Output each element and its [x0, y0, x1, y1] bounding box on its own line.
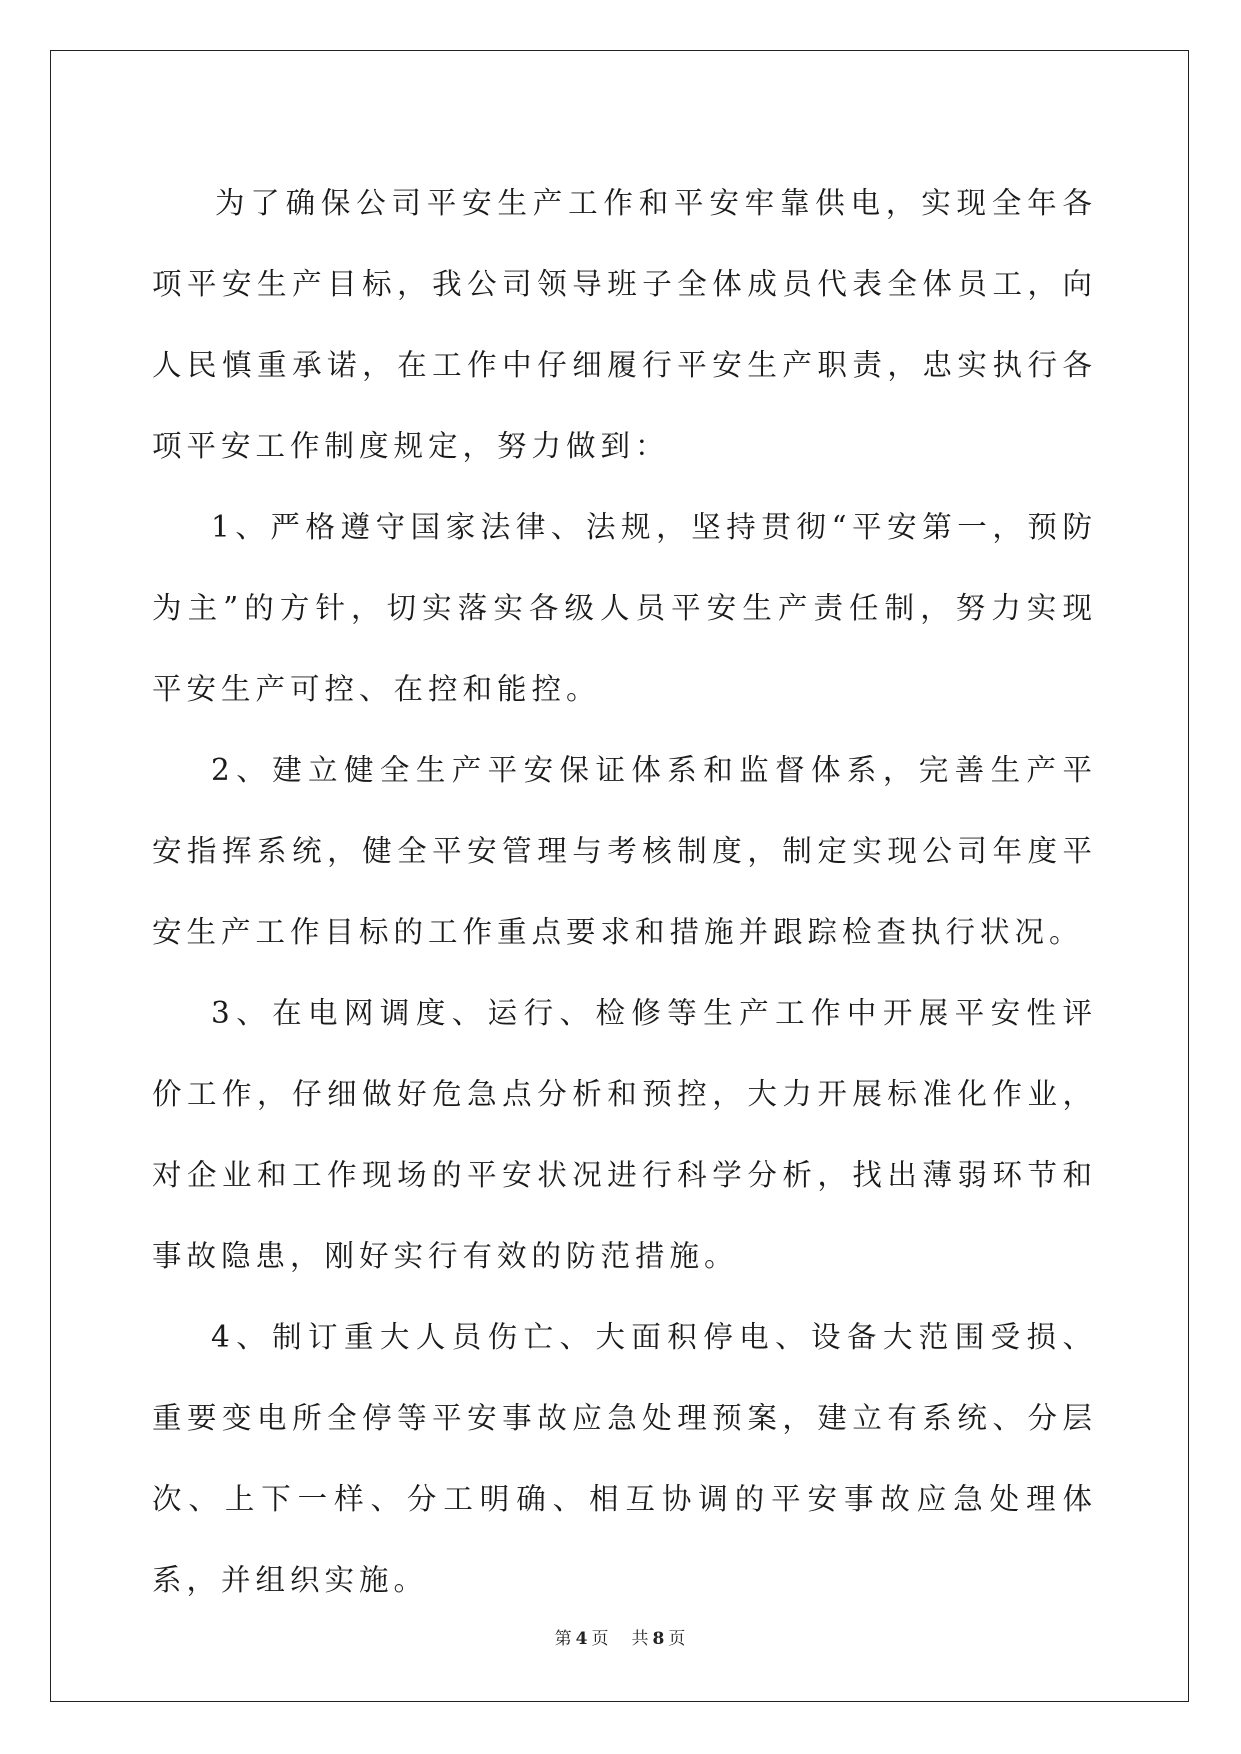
paragraph-item-3: 3、在电网调度、运行、检修等生产工作中开展平安性评价工作，仔细做好危急点分析和预控，大力开展标准化作业，对企业和工作现场的平安状况进行科学分析，找出薄弱环节和事故隐患，刚好实行有效的防范措施。 [152, 996, 1097, 1273]
total-pages-number: 8 [652, 1629, 666, 1649]
paragraph-item-1: 1、严格遵守国家法律、法规，坚持贯彻“平安第一，预防为主”的方针，切实落实各级人员平安生产责任制，努力实现平安生产可控、在控和能控。 [152, 510, 1097, 706]
paragraph-item-2: 2、建立健全生产平安保证体系和监督体系，完善生产平安指挥系统，健全平安管理与考核制度，制定实现公司年度平安生产工作目标的工作重点要求和措施并跟踪检查执行状况。 [152, 753, 1097, 949]
footer-page-suffix: 页 [591, 1629, 610, 1649]
paragraph-intro: 为了确保公司平安生产工作和平安牢靠供电，实现全年各项平安生产目标，我公司领导班子全体成员代表全体员工，向人民慎重承诺，在工作中仔细履行平安生产职责，忠实执行各项平安工作制度规定，努力做到： [152, 186, 1097, 463]
footer-prefix: 第 [554, 1629, 573, 1649]
paragraph-item-4: 4、制订重大人员伤亡、大面积停电、设备大范围受损、重要变电所全停等平安事故应急处理预案，建立有系统、分层次、上下一样、分工明确、相互协调的平安事故应急处理体系，并组织实施。 [152, 1320, 1097, 1597]
page-footer [0, 1624, 1241, 1649]
current-page-number: 4 [575, 1629, 589, 1649]
document-body [152, 163, 1097, 1621]
footer-total-suffix: 页 [668, 1629, 687, 1649]
footer-total-prefix: 共 [631, 1629, 650, 1649]
